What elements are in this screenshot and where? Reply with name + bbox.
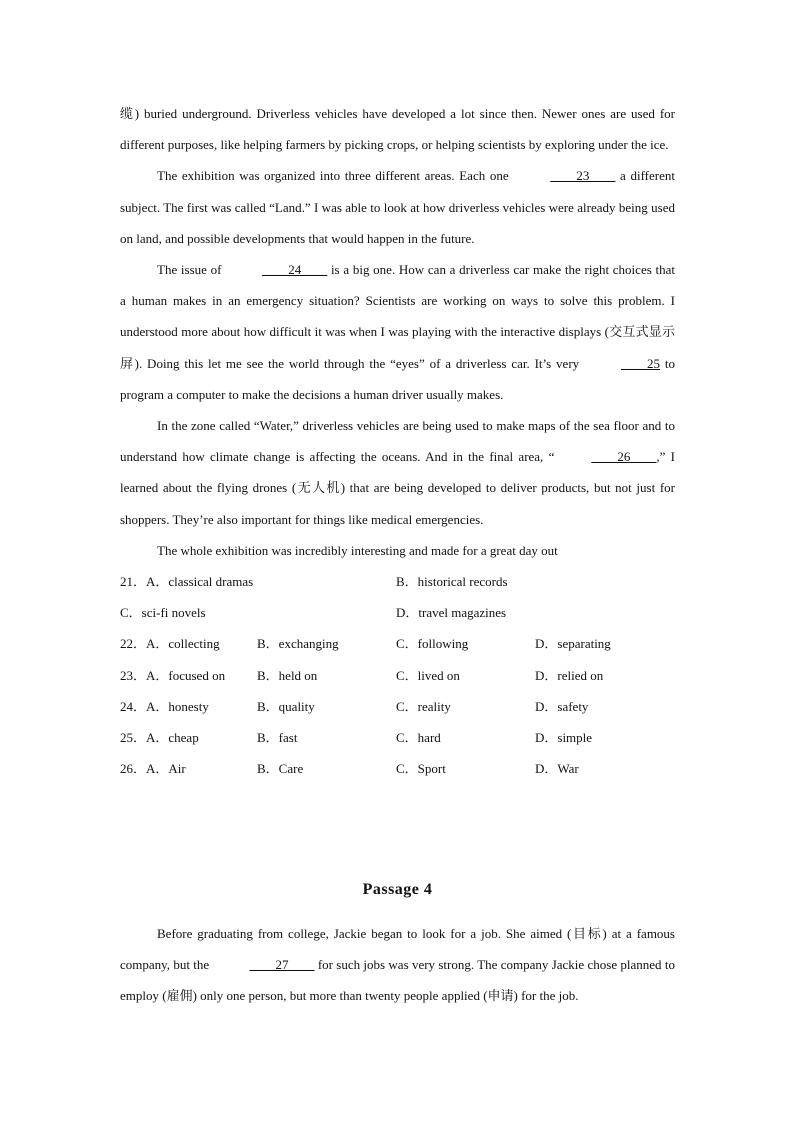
option-choice: B．Care — [257, 761, 304, 777]
option-row — [120, 597, 675, 628]
paragraph — [120, 410, 675, 535]
option-choice: D．travel magazines — [396, 605, 507, 621]
passage-4-body — [120, 918, 675, 1012]
option-choice: 21．A．classical dramas — [120, 574, 254, 590]
paragraph — [120, 98, 675, 160]
answer-options — [120, 566, 675, 784]
option-choice: C．reality — [396, 698, 451, 714]
option-choice: 25．A．cheap — [120, 729, 199, 745]
paragraph-text: The issue of — [157, 262, 226, 278]
option-choice: D．separating — [535, 636, 611, 652]
option-choice: C．hard — [396, 729, 441, 745]
option-choice: D．relied on — [535, 667, 604, 683]
option-choice: D．War — [535, 761, 579, 777]
paragraph — [120, 160, 675, 254]
option-choice: B．fast — [257, 729, 298, 745]
paragraph — [120, 254, 675, 410]
option-choice: C．following — [396, 636, 469, 652]
option-choice: C．sci-fi novels — [120, 605, 206, 621]
option-choice: D．simple — [535, 729, 593, 745]
option-choice: 22．A．collecting — [120, 636, 220, 652]
answer-blank: ____23____ — [550, 168, 616, 184]
option-row — [120, 566, 675, 597]
paragraph-text: ,” I learned about the flying drones (无人机) that are being developed to deliver products, but not just for shoppers. They’re also important for things like medical emergencies. — [120, 449, 675, 527]
passage-3-body — [120, 98, 675, 566]
option-row — [120, 691, 675, 722]
paragraph-text: is a big one. How can a driverless car make the right choices that a human makes in an emergency situation? Scientists are working on ways to solve this problem. I understood more about how difficult it was when I was playing with the interactive displays (交互式显示屏). Doing this let me see the world through the “eyes” of a driverless car. It’s very — [120, 262, 675, 371]
option-row — [120, 628, 675, 659]
option-row — [120, 660, 675, 691]
option-row — [120, 753, 675, 784]
option-choice: B．held on — [257, 667, 318, 683]
option-choice: B．exchanging — [257, 636, 339, 652]
paragraph-text: 缆) buried underground. Driverless vehicles have developed a lot since then. Newer ones are used for different purposes, like helping farmers by picking crops, or helping scientists by exploring under the ice. — [120, 106, 675, 153]
option-row — [120, 722, 675, 753]
option-choice: B．historical records — [396, 574, 508, 590]
option-choice: D．safety — [535, 698, 589, 714]
paragraph — [120, 918, 675, 1012]
option-choice: 24．A．honesty — [120, 698, 209, 714]
option-choice: 26．A．Air — [120, 761, 186, 777]
option-choice: C．Sport — [396, 761, 446, 777]
option-choice: B．quality — [257, 698, 315, 714]
paragraph-text: The exhibition was organized into three different areas. Each one — [157, 168, 514, 184]
option-choice: C．lived on — [396, 667, 460, 683]
passage-title: Passage 4 — [362, 881, 433, 898]
answer-blank: ____26____ — [591, 449, 657, 465]
document-page — [120, 98, 675, 1004]
paragraph-text: to program a computer to make the decisions a human driver usually makes. — [120, 355, 675, 402]
paragraph-text: Before graduating from college, Jackie began to look for a job. She aimed (目标) at a famous company, but the — [120, 926, 675, 973]
paragraph-text: The whole exhibition was incredibly interesting and made for a great day out — [157, 542, 558, 558]
option-choice: 23．A．focused on — [120, 667, 226, 683]
answer-blank: ____27____ — [249, 957, 315, 973]
paragraph-text: for such jobs was very strong. The company Jackie chose planned to employ (雇佣) only one person, but more than twenty people applied (申请) for the job. — [120, 957, 675, 1004]
paragraph — [120, 535, 675, 566]
paragraph-text: a different subject. The first was called “Land.” I was able to look at how driverless vehicles were already being used on land, and possible developments that would happen in the future. — [120, 168, 675, 246]
paragraph-text: In the zone called “Water,” driverless vehicles are being used to make maps of the sea floor and to understand how climate change is affecting the oceans. And in the final area, “ — [120, 418, 675, 465]
answer-blank: ____25 — [621, 355, 661, 371]
answer-blank: ____24____ — [262, 262, 328, 278]
